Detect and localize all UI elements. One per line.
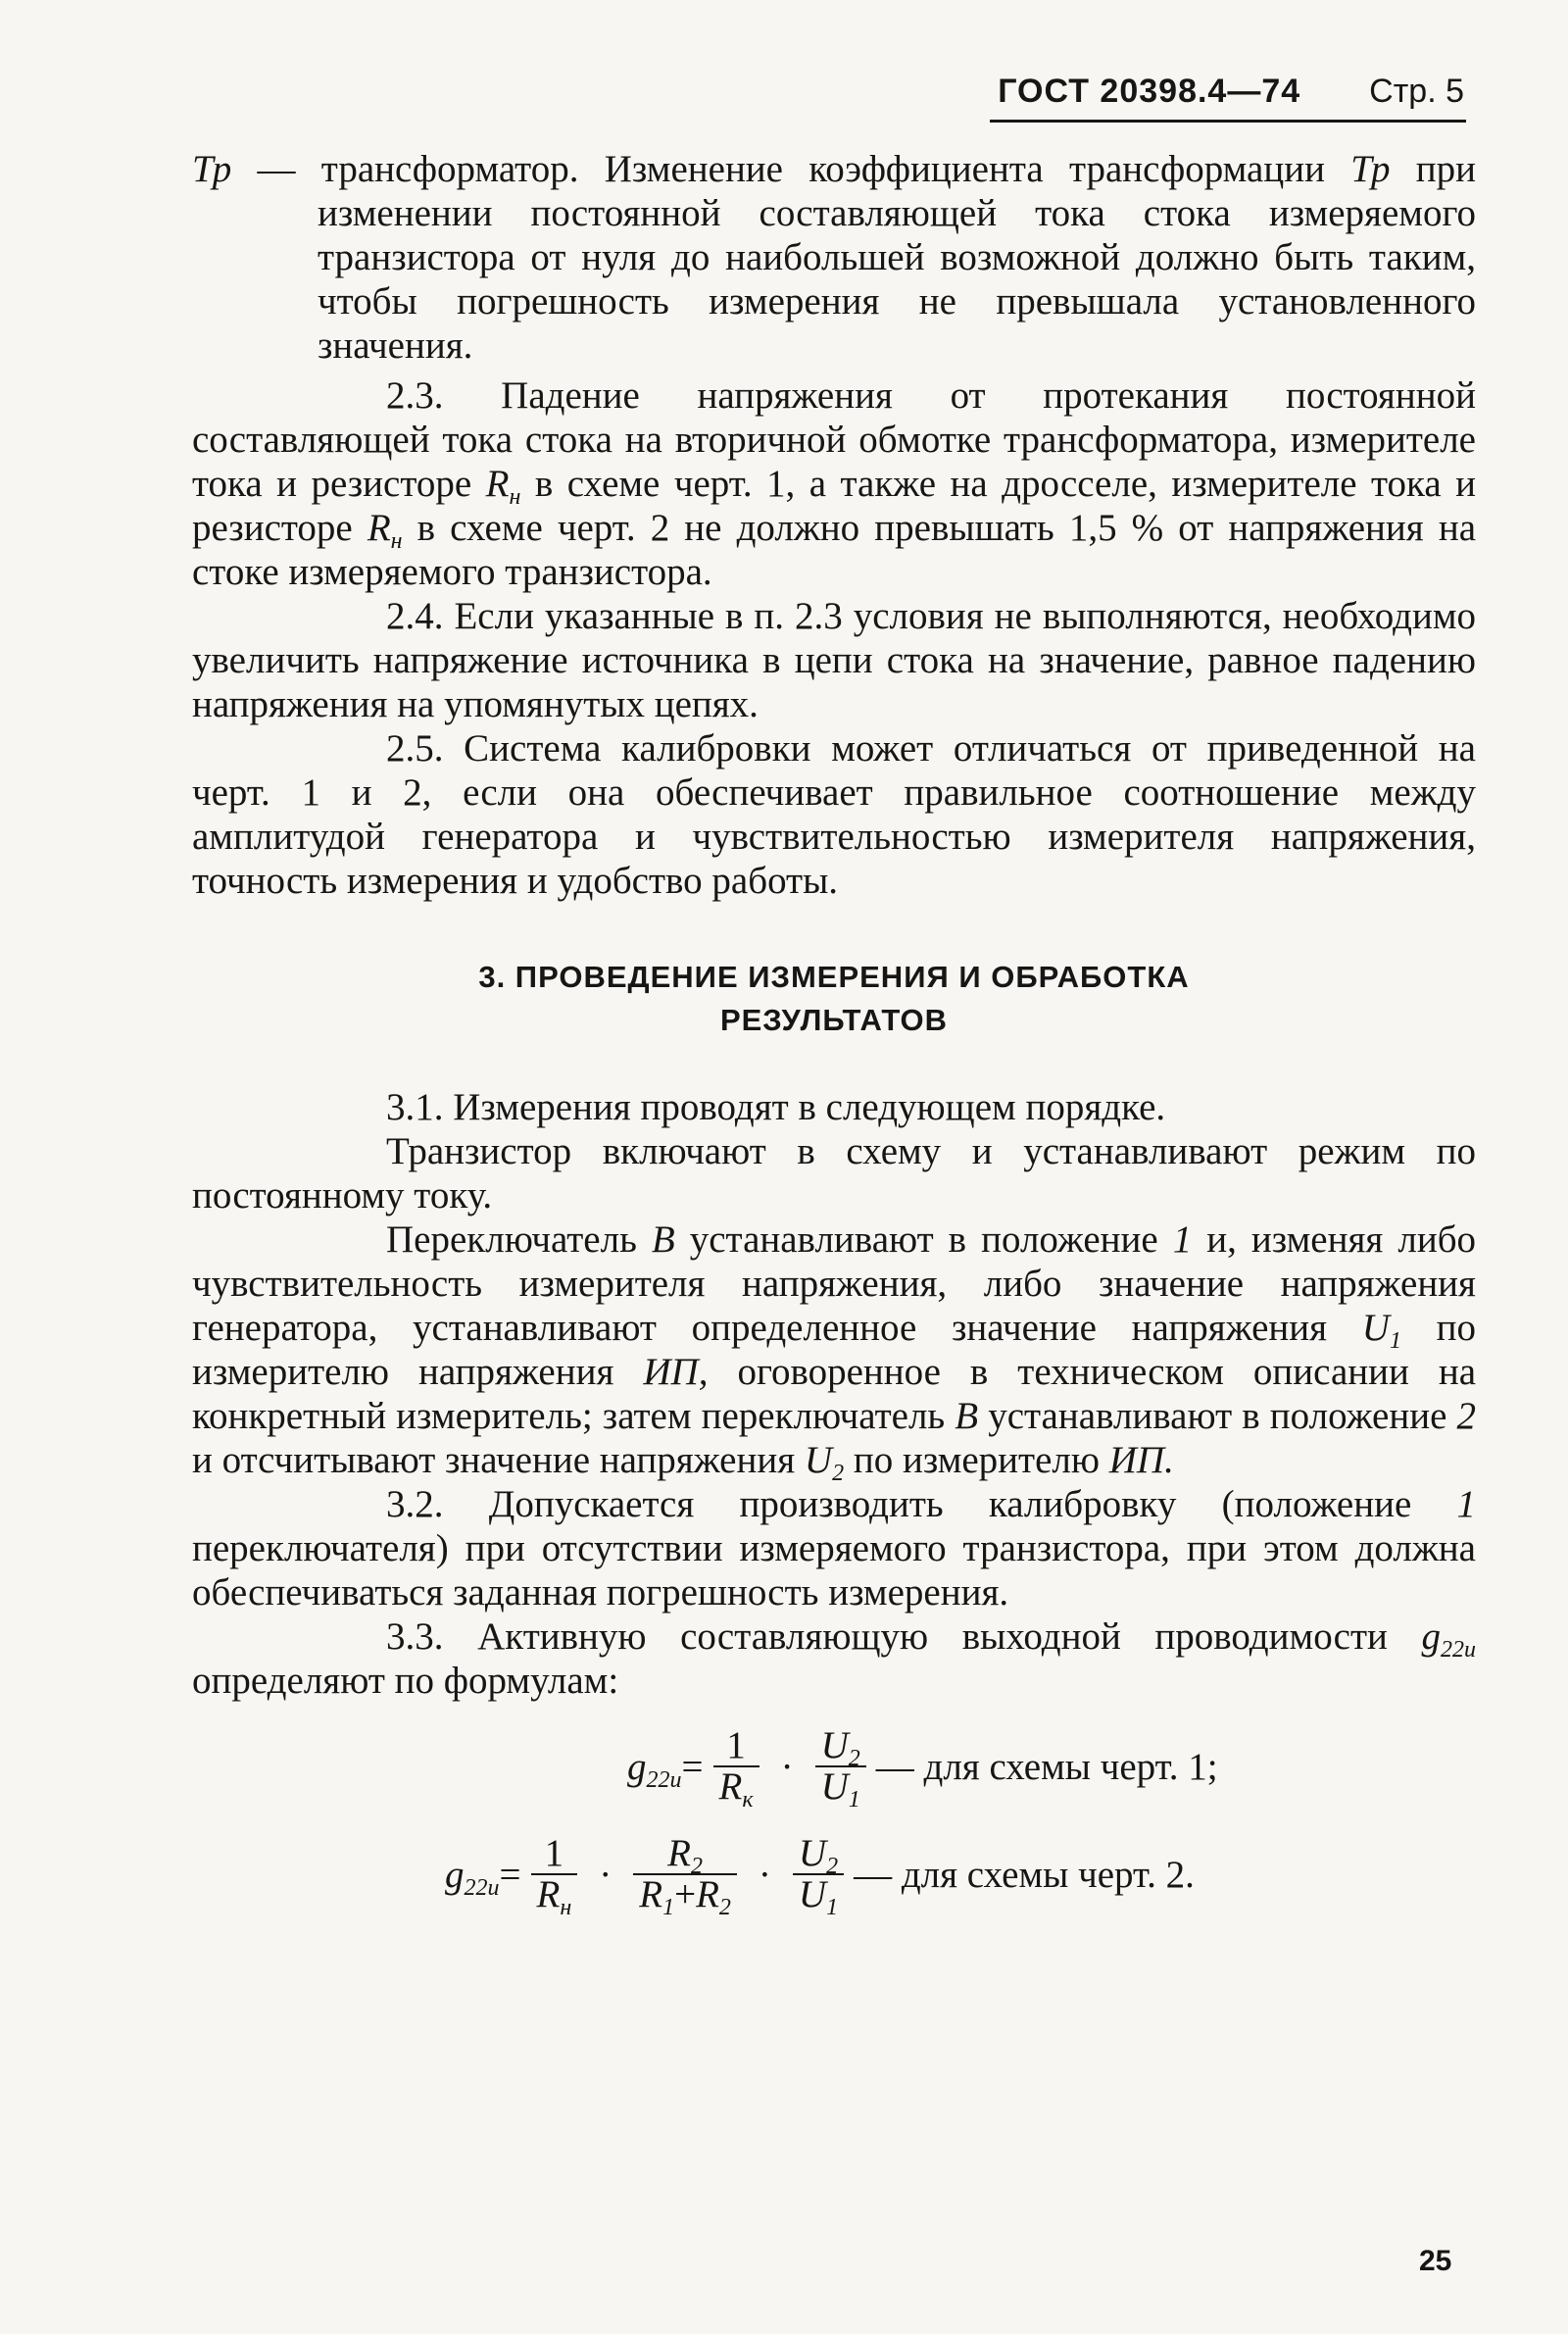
paragraph-3-1-b: Транзистор включают в схему и устанавливают режим по постоянному току. [192,1130,1476,1217]
section-heading-line1: 3. ПРОВЕДЕНИЕ ИЗМЕРЕНИЯ И ОБРАБОТКА [478,960,1190,994]
paragraph-3-2: 3.2. Допускается производить калибровку (положение 1 переключателя) при отсутствии измеряемого транзистора, при этом должна обеспечиваться заданная погрешность измерения. [192,1483,1477,1614]
u2-symbol: $U_2$ [804,1439,845,1486]
rn-symbol: $R_н$ [485,463,521,510]
tr-text-b: при изменении постоянной составляющей тока стока измеряемого транзистора от нуля до наибольшей возможной должно быть таким, чтобы погрешность измерения не превышала установленного значения. [318,148,1477,367]
u1-symbol: $U_1$ [1361,1307,1401,1354]
fraction-r2-over-r1r2: $\frac{R_2}{R_1+R_2}$ [633,1834,737,1914]
formula-1: $g_{22и}$ = $\frac{1}{R_к}$ · $\frac{U_2}{U_1}$ — для схемы черт. 1; [627,1724,1218,1813]
page-number: 25 [1419,2245,1452,2277]
paragraph-2-3 [192,373,1476,594]
paragraph-3-3: 3.3. Активную составляющую выходной проводимости $g_{22и}$ определяют по формулам: [192,1615,1476,1702]
tr-symbol: Тр [192,148,232,190]
fraction-1-over-rn: $\frac{1}{R_н}$ [531,1834,578,1914]
ip-symbol: ИП, [643,1351,709,1393]
formula-1-note: — для схемы черт. 1; [875,1745,1218,1788]
switch-b-symbol: В [651,1218,675,1261]
section-3-heading [192,956,1476,1042]
standard-code: ГОСТ 20398.4—74 [998,73,1301,110]
fraction-u2-over-u1: $\frac{U_2}{U_1}$ [815,1726,866,1807]
paragraph-3-1-c: Переключатель В устанавливают в положение 1 и, изменяя либо чувствительность измерителя напряжения, либо значение напряжения генератора, устанавливают определенное значение напряжения $U_1$ по измерителю напряжения ИП, оговоренное в техническом описании на конкретный измеритель; затем переключатель В устанавливают в положение 2 и отсчитывают значение напряжения $U_2$ по измерителю ИП. [192,1218,1477,1486]
p23-text-a: 2.3. Падение напряжения от протекания постоянной составляющей тока стока на вторичной обмотке трансформатора, измерителе тока и резисторе [192,374,1476,505]
position-1-ref: 1 [1456,1483,1477,1525]
paragraph-3-1: 3.1. Измерения проводят в следующем порядке. [386,1086,1166,1128]
position-1: 1 [1172,1218,1193,1261]
document-body [192,147,1476,1948]
g22-symbol: $g_{22и}$ [1421,1615,1476,1663]
rn-symbol-2: $R_н$ [367,507,403,554]
fraction-u2-over-u1-b: $\frac{U_2}{U_1}$ [793,1834,844,1914]
switch-b-symbol-2: В [955,1395,979,1437]
ip-symbol-2: ИП. [1108,1439,1174,1481]
tr-text: — трансформатор. Изменение коэффициента трансформации [257,148,1325,190]
section-heading-line2: РЕЗУЛЬТАТОВ [719,1003,949,1037]
tr-symbol-inline: Тр [1350,148,1391,190]
page-header [0,73,1464,111]
paragraph-2-5: 2.5. Система калибровки может отличаться от приведенной на черт. 1 и 2, если она обеспечивает правильное соотношение между амплитудой генератора и чувствительностью измерителя напряжения, точность измерения и удобство работы. [192,727,1476,902]
p23-text-c: в схеме черт. 2 не должно превышать 1,5 % от напряжения на стоке измеряемого транзистора. [192,507,1477,593]
formula-2: $g_{22и}$ = $\frac{1}{R_н}$ · $\frac{R_2}{R_1+R_2}$ · $\frac{U_2}{U_1}$ — для схемы черт. 2. [445,1832,1195,1920]
paragraph-tr [192,147,1476,368]
p23-text-b: в схеме черт. 1, а также на дросселе, измерителе тока и резисторе [192,463,1477,549]
header-rule [990,120,1466,123]
fraction-1-over-rk: $\frac{1}{R_к}$ [713,1726,760,1807]
position-2: 2 [1456,1395,1476,1437]
formulas-block [192,1713,1476,1948]
page-label: Стр. 5 [1369,73,1464,110]
paragraph-2-4: 2.4. Если указанные в п. 2.3 условия не выполняются, необходимо увеличить напряжение источника в цепи стока на значение, равное падению напряжения на упомянутых цепях. [192,595,1476,725]
formula-2-note: — для схемы черт. 2. [854,1853,1195,1896]
